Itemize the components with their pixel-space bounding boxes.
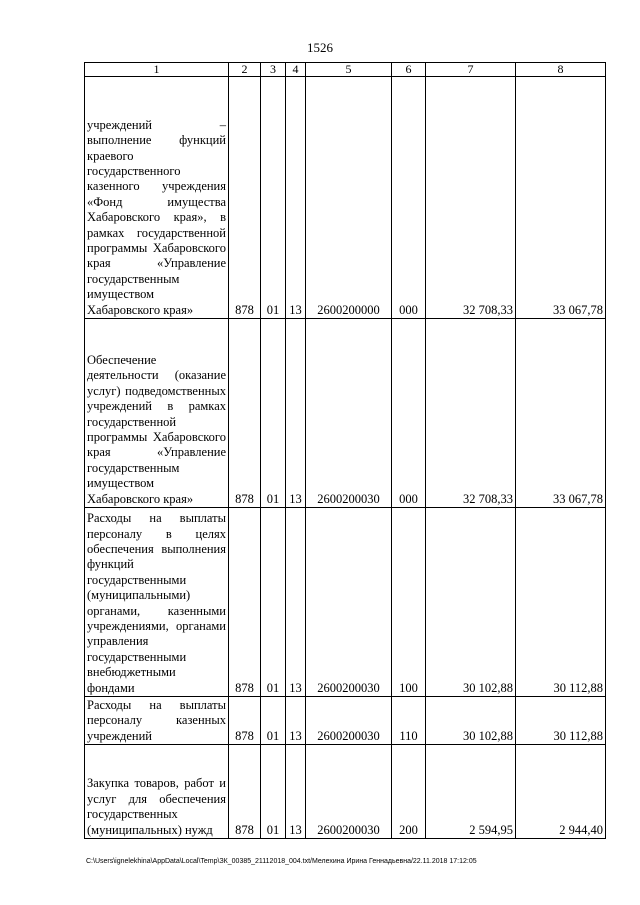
row-cell-subsection: 13 <box>286 319 306 508</box>
row-cell-subsection: 13 <box>286 745 306 839</box>
row-cell-ministry: 878 <box>229 745 261 839</box>
header-cell: 7 <box>426 63 516 77</box>
row-cell-expense-type: 000 <box>392 77 426 319</box>
row-name-cell: учреждений – выполнение функций краевого государственного казенного учреждения «Фонд имущества Хабаровского края», в рамках государственной программы Хабаровского края «Управление государственным имуществом Хабаровского края» <box>85 77 229 319</box>
table-row <box>85 319 606 508</box>
row-cell-section: 01 <box>261 745 286 839</box>
row-cell-target: 2600200030 <box>306 319 392 508</box>
row-cell-section: 01 <box>261 508 286 697</box>
row-cell-amount-2: 2 944,40 <box>516 745 606 839</box>
row-cell-amount-1: 30 102,88 <box>426 697 516 745</box>
row-cell-expense-type: 000 <box>392 319 426 508</box>
row-cell-ministry: 878 <box>229 77 261 319</box>
row-name-cell: Закупка товаров, работ и услуг для обеспечения государственных (муниципальных) нужд <box>85 745 229 839</box>
table-row <box>85 745 606 839</box>
header-cell: 5 <box>306 63 392 77</box>
row-cell-amount-1: 32 708,33 <box>426 319 516 508</box>
row-cell-amount-2: 30 112,88 <box>516 697 606 745</box>
row-cell-ministry: 878 <box>229 508 261 697</box>
budget-table <box>84 62 606 839</box>
row-cell-section: 01 <box>261 697 286 745</box>
row-cell-subsection: 13 <box>286 77 306 319</box>
row-cell-target: 2600200030 <box>306 697 392 745</box>
row-name-cell: Обеспечение деятельности (оказание услуг) подведомственных учреждений в рамках государственной программы Хабаровского края «Управление государственным имуществом Хабаровского края» <box>85 319 229 508</box>
row-name-cell: Расходы на выплаты персоналу в целях обеспечения выполнения функций государственными (муниципальными) органами, казенными учреждениями, органами управления государственными внебюджетными фондами <box>85 508 229 697</box>
row-cell-ministry: 878 <box>229 319 261 508</box>
table-row <box>85 697 606 745</box>
header-cell: 4 <box>286 63 306 77</box>
header-cell: 3 <box>261 63 286 77</box>
table-row <box>85 77 606 319</box>
row-cell-amount-1: 30 102,88 <box>426 508 516 697</box>
footer-file-path: C:\Users\ignelekhina\AppData\Local\Temp\ЗК_00385_21112018_004.txt/Мелехина Ирина Геннадьевна/22.11.2018 17:12:05 <box>86 858 477 865</box>
row-cell-subsection: 13 <box>286 697 306 745</box>
header-cell: 8 <box>516 63 606 77</box>
row-cell-section: 01 <box>261 77 286 319</box>
row-cell-amount-2: 33 067,78 <box>516 77 606 319</box>
row-cell-amount-2: 33 067,78 <box>516 319 606 508</box>
row-cell-target: 2600200000 <box>306 77 392 319</box>
table-header-row <box>85 63 606 77</box>
row-cell-amount-1: 2 594,95 <box>426 745 516 839</box>
row-cell-ministry: 878 <box>229 697 261 745</box>
header-cell: 6 <box>392 63 426 77</box>
header-cell: 1 <box>85 63 229 77</box>
row-cell-expense-type: 100 <box>392 508 426 697</box>
row-cell-expense-type: 200 <box>392 745 426 839</box>
header-cell: 2 <box>229 63 261 77</box>
page-number: 1526 <box>307 40 333 55</box>
row-cell-target: 2600200030 <box>306 508 392 697</box>
table-row <box>85 508 606 697</box>
row-cell-expense-type: 110 <box>392 697 426 745</box>
row-name-cell: Расходы на выплаты персоналу казенных учреждений <box>85 697 229 745</box>
row-cell-section: 01 <box>261 319 286 508</box>
row-cell-amount-2: 30 112,88 <box>516 508 606 697</box>
row-cell-amount-1: 32 708,33 <box>426 77 516 319</box>
row-cell-subsection: 13 <box>286 508 306 697</box>
row-cell-target: 2600200030 <box>306 745 392 839</box>
